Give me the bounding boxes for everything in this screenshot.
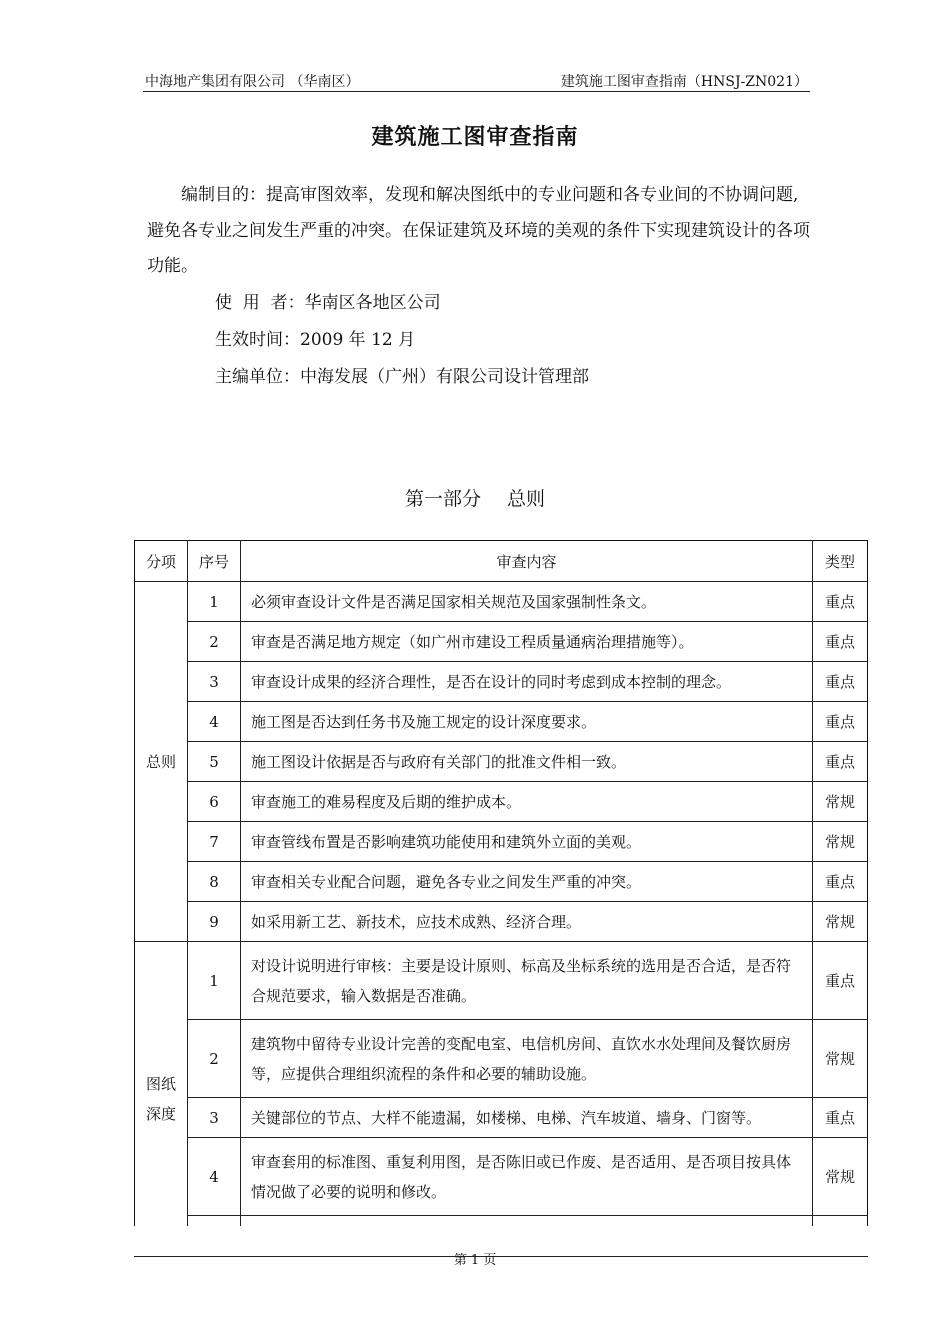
category-line: 图纸 [145,1075,176,1093]
header-category: 分项 [135,541,188,582]
row-content: 审查相关专业配合问题，避免各专业之间发生严重的冲突。 [241,862,813,902]
row-content: 施工图是否达到任务书及施工规定的设计深度要求。 [241,702,813,742]
row-content: 施工图设计依据是否与政府有关部门的批准文件相一致。 [241,742,813,782]
table-row [135,1138,868,1216]
row-content: 审查施工的难易程度及后期的维护成本。 [241,782,813,822]
table-row [135,942,868,1020]
row-number: 3 [188,662,241,702]
section-name: 总则 [507,488,546,510]
page-header [143,69,810,92]
row-number: 3 [188,1098,241,1138]
category-line: 深度 [145,1105,176,1123]
row-number: 1 [188,582,241,622]
row-type: 重点 [813,862,868,902]
row-content: 对设计说明进行审核：主要是设计原则、标高及坐标系统的选用是否合适，是否符合规范要求，输入数据是否准确。 [241,942,813,1020]
row-content: 审查是否满足地方规定（如广州市建设工程质量通病治理措施等）。 [241,622,813,662]
row-number: 8 [188,862,241,902]
effective-date-line: 生效时间：2009 年 12 月 [215,329,416,350]
editor-line: 主编单位：中海发展（广州）有限公司设计管理部 [215,366,589,387]
section-title [0,484,950,511]
row-type: 重点 [813,1098,868,1138]
row-number: 1 [188,942,241,1020]
row-type: 常规 [813,782,868,822]
row-type: 常规 [813,1020,868,1098]
header-type: 类型 [813,541,868,582]
row-content: 必须审查设计文件是否满足国家相关规范及国家强制性条文。 [241,582,813,622]
intro-section [147,178,815,396]
page-number: 第 1 页 [453,1253,497,1268]
row-content: 审查套用的标准图、重复利用图，是否陈旧或已作废、是否适用、是否项目按具体情况做了必要的说明和修改。 [241,1138,813,1216]
table-header-row [135,541,868,582]
table-row [135,862,868,902]
table-row [135,742,868,782]
header-doc-code: 建筑施工图审查指南（HNSJ-ZN021） [560,74,808,90]
row-type: 重点 [813,662,868,702]
row-number: 2 [188,1020,241,1098]
row-number: 4 [188,702,241,742]
row-number: 4 [188,1138,241,1216]
table-row [135,582,868,622]
row-number: 5 [188,742,241,782]
table-row [135,822,868,862]
header-number: 序号 [188,541,241,582]
row-content: 如采用新工艺、新技术，应技术成熟、经济合理。 [241,902,813,942]
review-table [134,540,868,1257]
table-row [135,1020,868,1098]
table-row [135,662,868,702]
users-line: 使 用 者：华南区各地区公司 [215,292,441,313]
section-part: 第一部分 [404,488,481,510]
category-cell [135,942,188,1257]
row-number: 7 [188,822,241,862]
row-type: 重点 [813,942,868,1020]
row-type: 常规 [813,822,868,862]
table-row [135,702,868,742]
category-cell: 总则 [135,582,188,942]
row-number: 2 [188,622,241,662]
row-type: 重点 [813,742,868,782]
table-row [135,782,868,822]
row-type: 常规 [813,902,868,942]
header-company: 中海地产集团有限公司 （华南区） [145,74,360,90]
row-type: 重点 [813,582,868,622]
row-content: 建筑物中留待专业设计完善的变配电室、电信机房间、直饮水水处理间及餐饮厨房等，应提供合理组织流程的条件和必要的辅助设施。 [241,1020,813,1098]
row-number: 6 [188,782,241,822]
row-content: 审查管线布置是否影响建筑功能使用和建筑外立面的美观。 [241,822,813,862]
row-content: 关键部位的节点、大样不能遗漏，如楼梯、电梯、汽车坡道、墙身、门窗等。 [241,1098,813,1138]
row-type: 重点 [813,622,868,662]
document-title: 建筑施工图审查指南 [371,125,579,150]
row-type: 重点 [813,702,868,742]
header-content: 审查内容 [241,541,813,582]
table-row [135,1098,868,1138]
row-number: 9 [188,902,241,942]
row-content: 审查设计成果的经济合理性，是否在设计的同时考虑到成本控制的理念。 [241,662,813,702]
purpose-paragraph: 编制目的：提高审图效率，发现和解决图纸中的专业问题和各专业间的不协调问题, 避免各专业之间发生严重的冲突。在保证建筑及环境的美观的条件下实现建筑设计的各项功能。 [147,185,810,276]
table-row [135,622,868,662]
row-type: 常规 [813,1138,868,1216]
table-row [135,902,868,942]
